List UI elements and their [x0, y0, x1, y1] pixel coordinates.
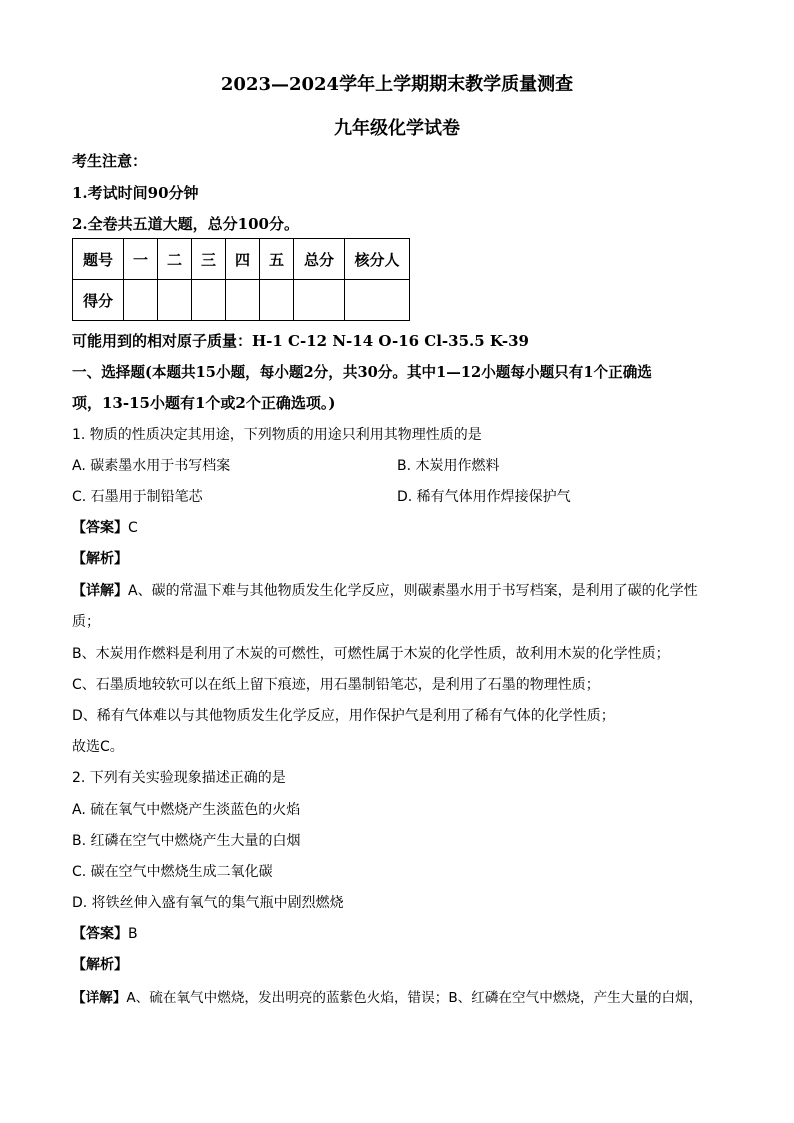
score-table-header-cell: 五 [260, 239, 294, 280]
section-heading-line1: 一、选择题(本题共15小题，每小题2分，共30分。其中1—12小题每小题只有1个正确选 [72, 364, 652, 381]
q1-detail-c: C、石墨质地较软可以在纸上留下痕迹，用石墨制铅笔芯，是利用了石墨的物理性质； [72, 677, 600, 693]
q2-answer-value: B [128, 926, 138, 942]
score-table-header-cell: 题号 [73, 239, 124, 280]
atomic-masses: 可能用到的相对原子质量：H-1 C-12 N-14 O-16 Cl-35.5 K-39 [72, 332, 529, 350]
q1-detail-d: D、稀有气体难以与其他物质发生化学反应，用作保护气是利用了稀有气体的化学性质； [72, 708, 615, 724]
q1-conclusion: 故选C。 [72, 739, 124, 755]
q2-option-d: D. 将铁丝伸入盛有氧气的集气瓶中剧烈燃烧 [72, 895, 344, 911]
page-subtitle: 九年级化学试卷 [334, 118, 460, 139]
q1-detail-b: B、木炭用作燃料是利用了木炭的可燃性，可燃性属于木炭的化学性质，故利用木炭的化学性质； [72, 646, 670, 662]
detail-tag: 【详解】 [72, 583, 128, 599]
q1-answer-line [72, 517, 138, 537]
q2-answer-line [72, 923, 138, 943]
q1-option-c: C. 石墨用于制铅笔芯 [72, 489, 203, 505]
answer-tag: 【答案】 [72, 520, 128, 536]
q1-stem: 1. 物质的性质决定其用途，下列物质的用途只利用其物理性质的是 [72, 427, 482, 443]
q2-stem: 2. 下列有关实验现象描述正确的是 [72, 770, 286, 786]
score-cell [192, 280, 226, 321]
score-row-label: 得分 [73, 280, 124, 321]
q1-analysis-tag: 【解析】 [72, 551, 128, 567]
score-table-header-cell: 核分人 [345, 239, 410, 280]
notice-heading: 考生注意： [72, 152, 148, 170]
score-table-header-cell: 总分 [294, 239, 345, 280]
detail-tag: 【详解】 [72, 990, 127, 1006]
q1-detail-line2: 质； [72, 614, 100, 630]
q2-detail-line1 [72, 986, 702, 1006]
score-table [72, 238, 410, 321]
q1-detail-line1 [72, 580, 698, 600]
notice-item-total: 2.全卷共五道大题，总分100分。 [72, 215, 299, 233]
score-table-header-cell: 一 [124, 239, 158, 280]
score-cell [294, 280, 345, 321]
answer-tag: 【答案】 [72, 926, 128, 942]
q1-option-a: A. 碳素墨水用于书写档案 [72, 458, 231, 474]
notice-item-time: 1.考试时间90分钟 [72, 184, 199, 202]
q1-option-d: D. 稀有气体用作焊接保护气 [397, 489, 571, 505]
score-table-header-cell: 四 [226, 239, 260, 280]
section-heading-line2: 项，13-15小题有1个或2个正确选项。) [72, 394, 336, 412]
score-cell [345, 280, 410, 321]
score-table-header-row [73, 239, 410, 280]
score-table-score-row [73, 280, 410, 321]
score-cell [158, 280, 192, 321]
q1-answer-value: C [128, 520, 138, 536]
q1-option-b: B. 木炭用作燃料 [397, 458, 500, 474]
score-cell [124, 280, 158, 321]
page-title: 2023—2024学年上学期期末教学质量测查 [220, 74, 574, 95]
score-table-header-cell: 二 [158, 239, 192, 280]
score-cell [260, 280, 294, 321]
q2-option-a: A. 硫在氧气中燃烧产生淡蓝色的火焰 [72, 802, 301, 818]
score-cell [226, 280, 260, 321]
q1-detail-text: A、碳的常温下难与其他物质发生化学反应，则碳素墨水用于书写档案，是利用了碳的化学性 [128, 583, 698, 599]
score-table-header-cell: 三 [192, 239, 226, 280]
q2-option-c: C. 碳在空气中燃烧生成二氧化碳 [72, 864, 273, 880]
q2-option-b: B. 红磷在空气中燃烧产生大量的白烟 [72, 833, 301, 849]
q2-detail-text: A、硫在氧气中燃烧，发出明亮的蓝紫色火焰，错误；B、红磷在空气中燃烧，产生大量的白烟， [126, 990, 703, 1006]
q2-analysis-tag: 【解析】 [72, 957, 128, 973]
